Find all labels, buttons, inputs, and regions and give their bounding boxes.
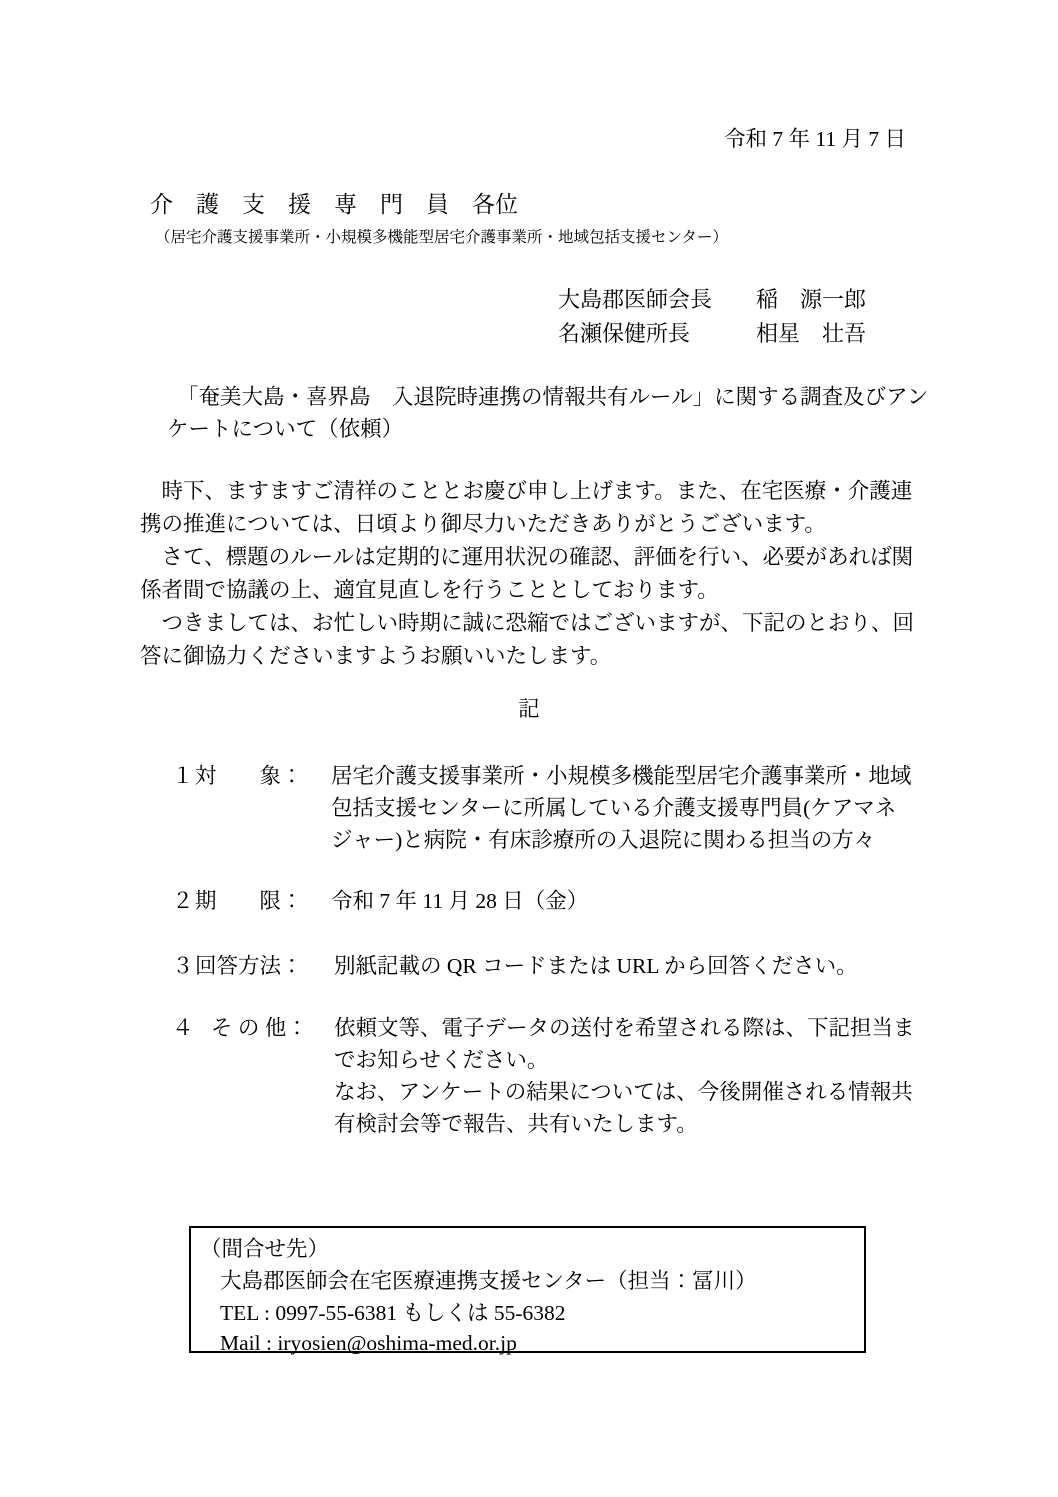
item-text: 依頼文等、電子データの送付を希望される際は、下記担当ま [334,1016,915,1040]
body-line: さて、標題のルールは定期的に運用状況の確認、評価を行い、必要があれば関 [140,545,914,569]
item-text: なお、アンケートの結果については、今後開催される情報共 [334,1080,913,1104]
addressee-subline: （居宅介護支援事業所・小規模多機能型居宅介護事業所・地域包括支援センター） [155,229,728,246]
contact-heading: （間合せ先） [200,1237,330,1261]
body-line: 答に御協力くださいますようお願いいたします。 [140,644,612,668]
contact-tel: TEL : 0997-55-6381 もしくは 55-6382 [220,1301,566,1325]
addressee-line: 介 護 支 援 専 門 員 各位 [150,192,518,217]
item-text: 居宅介護支援事業所・小規模多機能型居宅介護事業所・地域 [331,764,912,788]
item-text: ジャー)と病院・有床診療所の入退院に関わる担当の方々 [331,828,876,852]
item-text: でお知らせください。 [334,1048,549,1072]
item-number: ２ [172,889,194,913]
item-text: 令和 7 年 11 月 28 日（金） [331,889,589,913]
sender-line-1: 大島郡医師会長 稲 源一郎 [558,287,867,312]
item-number: １ [172,764,194,788]
contact-mail: Mail : iryosien@oshima-med.or.jp [220,1331,517,1355]
item-label: 回答方法： [195,954,303,978]
subject-line-2: ケートについて（依頼） [167,417,404,441]
item-text: 有検討会等で報告、共有いたします。 [334,1112,698,1136]
item-text: 別紙記載の QR コードまたは URL から回答ください。 [334,954,858,978]
item-text: 包括支援センターに所属している介護支援専門員(ケアマネ [331,796,897,820]
item-label: そ の 他： [211,1016,308,1040]
body-line: つきましては、お忙しい時期に誠に恐縮ではございますが、下記のとおり、回 [140,611,915,635]
document-date: 令和 7 年 11 月 7 日 [724,127,906,151]
item-number: ３ [172,954,194,978]
record-marker: 記 [518,697,540,721]
item-label: 対 象： [195,764,303,788]
body-line: 時下、ますますご清祥のこととお慶び申し上げます。また、在宅医療・介護連 [140,479,913,503]
contact-box [189,1226,866,1353]
item-label: 期 限： [195,889,303,913]
sender-line-2: 名瀬保健所長 相星 壮吾 [558,321,867,346]
body-line: 携の推進については、日頃より御尽力いただきありがとうございます。 [140,512,826,536]
contact-organization: 大島郡医師会在宅医療連携支援センター（担当：冨川） [220,1269,757,1293]
subject-line-1: 「奄美大島・喜界島 入退院時連携の情報共有ルール」に関する調査及びアン [177,385,929,409]
body-line: 係者間で協議の上、適宜見直しを行うこととしております。 [140,578,719,602]
item-number: ４ [172,1016,194,1040]
